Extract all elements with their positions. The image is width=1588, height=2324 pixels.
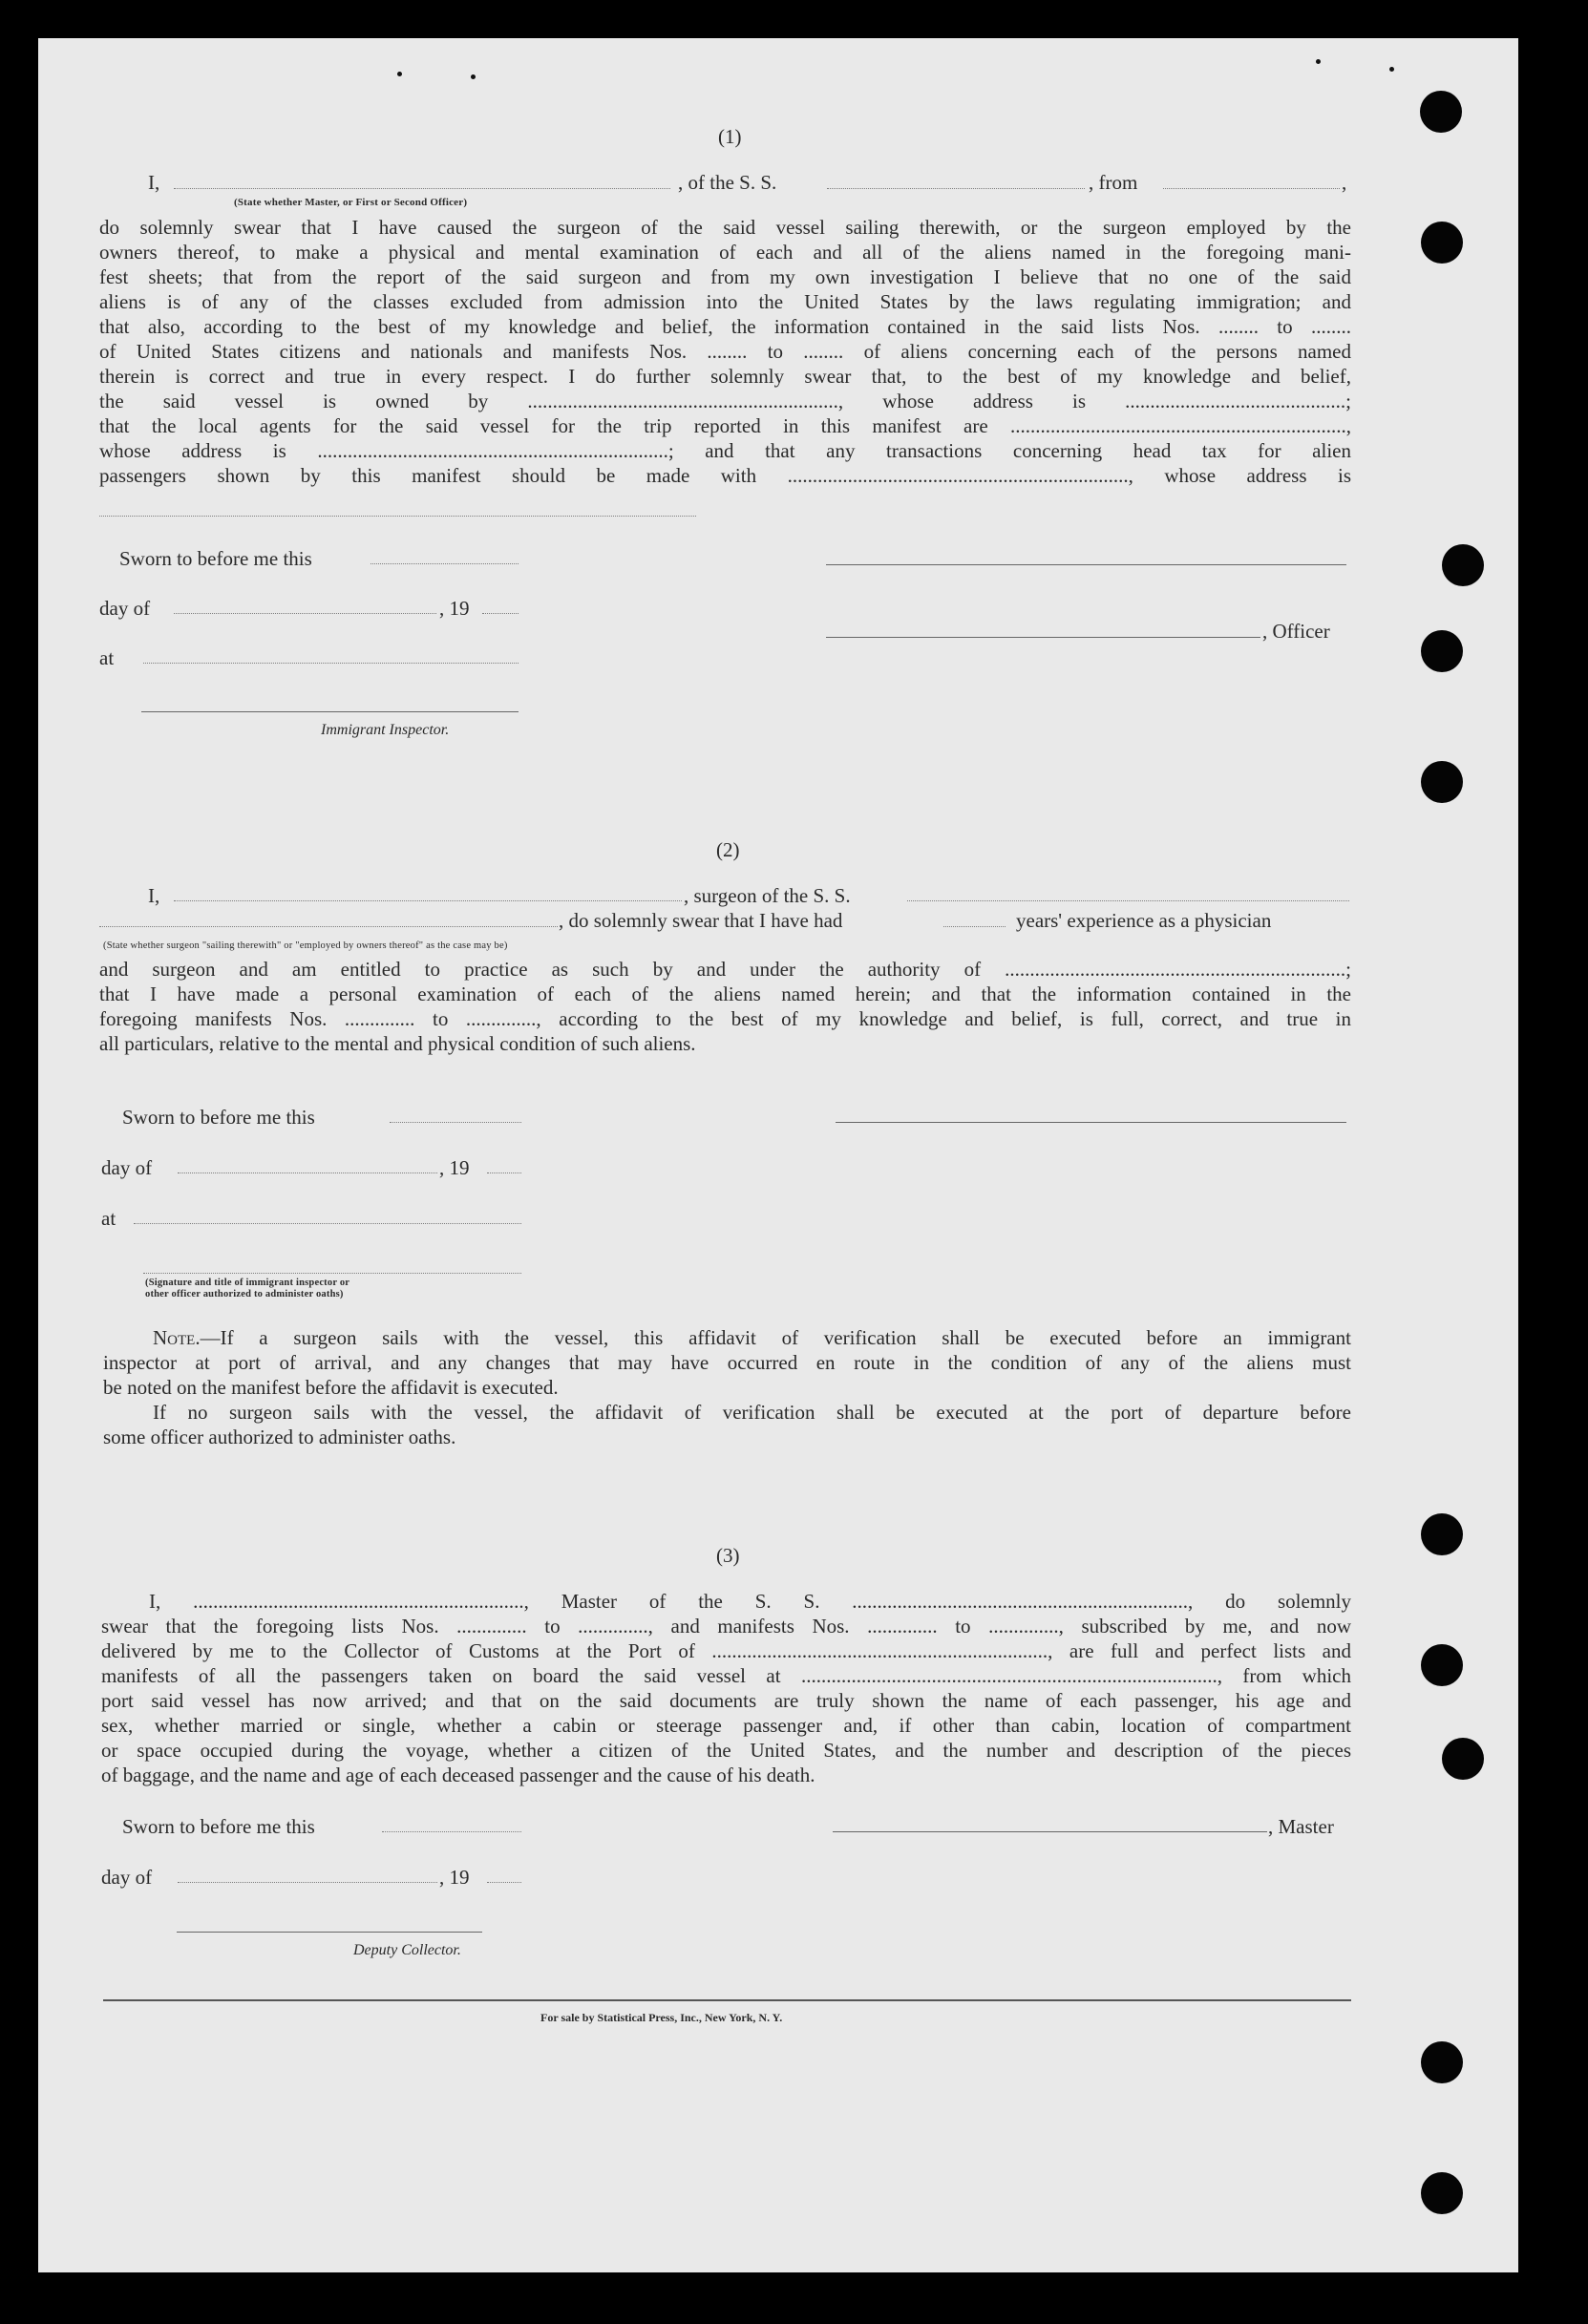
- oath-line: aliens is of any of the classes excluded from admission into the United States by the laws regulating immigration; and: [99, 290, 1351, 313]
- oath-line: delivered by me to the Collector of Customs at the Port of ..................................................................., are full and perfect lists and: [101, 1639, 1351, 1662]
- from-label: , from: [1089, 171, 1138, 194]
- oath-line: therein is correct and true in every respect. I do further solemnly swear that, to the best of my knowledge and belief,: [99, 365, 1351, 388]
- note-label: Note.: [153, 1326, 201, 1349]
- oath-line: sex, whether married or single, whether a cabin or steerage passenger and, if other than cabin, location of compartment: [101, 1714, 1351, 1737]
- vessel-label: , of the S. S.: [678, 171, 777, 194]
- vessel-name-field[interactable]: [827, 188, 1085, 189]
- year-field[interactable]: [487, 1882, 521, 1883]
- authorized-officer-caption-2: other officer authorized to administer oaths): [145, 1289, 344, 1299]
- punch-hole: [1421, 222, 1463, 264]
- punch-hole: [1421, 2172, 1463, 2214]
- oath-line: the said vessel is owned by .............................................................., whose address is ............................................;: [99, 390, 1351, 412]
- oath-line: manifests of all the passengers taken on board the said vessel at ..................................................................................., from which: [101, 1664, 1351, 1687]
- oath-line: swear that the foregoing lists Nos. .............. to .............., and manifests Nos. .............. to .............., subscribed by me, and now: [101, 1615, 1351, 1637]
- speck: [471, 74, 476, 79]
- note-line: be noted on the manifest before the affidavit is executed.: [103, 1376, 559, 1399]
- inspector-signature-line[interactable]: [141, 711, 519, 712]
- punch-hole: [1442, 544, 1484, 586]
- printer-footer: For sale by Statistical Press, Inc., New York, N. Y.: [540, 2011, 783, 2024]
- oath-line: I, .................................................................., Master of the S. S. ..................................................................., do solemnly: [149, 1590, 1351, 1613]
- oath-line: owners thereof, to make a physical and mental examination of each and all of the aliens named in the foregoing mani-: [99, 241, 1351, 264]
- oath-line: and surgeon and am entitled to practice as such by and under the authority of ....................................................................;: [99, 958, 1351, 981]
- line-end-comma: ,: [1342, 171, 1347, 194]
- years-experience-field[interactable]: [943, 926, 1006, 927]
- deputy-collector-signature-line[interactable]: [177, 1932, 482, 1933]
- at-place-field[interactable]: [143, 663, 519, 664]
- oath-line: or space occupied during the voyage, whether a citizen of the United States, and the number and description of the pieces: [101, 1739, 1351, 1762]
- oath-line: that also, according to the best of my knowledge and belief, the information contained in the said lists Nos. ........ to ........: [99, 315, 1351, 338]
- oath-line: do solemnly swear that I have caused the surgeon of the said vessel sailing therewith, or the surgeon employed by the: [99, 216, 1351, 239]
- sworn-label: Sworn to before me this: [119, 547, 312, 570]
- at-place-field[interactable]: [134, 1223, 521, 1224]
- deputy-collector-caption: Deputy Collector.: [353, 1942, 461, 1958]
- speck: [397, 72, 402, 76]
- surgeon-oath-label: , do solemnly swear that I have had: [559, 909, 843, 932]
- section-number: (3): [716, 1544, 740, 1567]
- oath-prefix: I,: [148, 171, 160, 194]
- departure-port-field[interactable]: [1163, 188, 1340, 189]
- address-continuation-field[interactable]: [99, 516, 696, 517]
- oath-line: passengers shown by this manifest should be made with ...................................................................., whose address is: [99, 464, 1351, 487]
- experience-label: years' experience as a physician: [1016, 909, 1272, 932]
- master-signature-line[interactable]: [833, 1831, 1267, 1832]
- oath-line: all particulars, relative to the mental and physical condition of such aliens.: [99, 1032, 696, 1055]
- punch-hole: [1421, 1644, 1463, 1686]
- note-line: some officer authorized to administer oaths.: [103, 1426, 456, 1448]
- at-label: at: [99, 646, 115, 669]
- officer-label: , Officer: [1262, 620, 1330, 643]
- surgeon-vessel-field[interactable]: [907, 900, 1349, 901]
- sworn-date-field[interactable]: [390, 1122, 521, 1123]
- oath-line: fest sheets; that from the report of the said surgeon and from my own investigation I believe that no one of the said: [99, 265, 1351, 288]
- sworn-date-field[interactable]: [371, 563, 519, 564]
- surgeon-vessel-label: , surgeon of the S. S.: [684, 884, 851, 907]
- year-label: , 19: [439, 1866, 470, 1889]
- year-label: , 19: [439, 597, 470, 620]
- authorized-officer-signature-line[interactable]: [143, 1273, 521, 1274]
- sworn-label: Sworn to before me this: [122, 1106, 315, 1129]
- punch-hole: [1421, 2041, 1463, 2083]
- master-label: , Master: [1268, 1815, 1334, 1838]
- day-of-label: day of: [99, 597, 151, 620]
- speck: [1316, 59, 1321, 64]
- officer-signature-line-2[interactable]: [826, 637, 1260, 638]
- oath-line: that I have made a personal examination of each of the aliens named herein; and that the information contained in the: [99, 982, 1351, 1005]
- section-number: (2): [716, 838, 740, 861]
- section2-oath-text: [99, 957, 1351, 1056]
- punch-hole: [1421, 761, 1463, 803]
- note-line: inspector at port of arrival, and any changes that may have occurred en route in the condition of any of the aliens must: [103, 1351, 1351, 1374]
- surgeon-status-field[interactable]: [99, 926, 558, 927]
- oath-line: of baggage, and the name and age of each deceased passenger and the cause of his death.: [101, 1764, 815, 1786]
- day-of-label: day of: [101, 1866, 153, 1889]
- section3-oath-text: [101, 1589, 1351, 1787]
- verification-note: [103, 1325, 1351, 1449]
- day-of-field[interactable]: [178, 1882, 437, 1883]
- oath-line: of United States citizens and nationals and manifests Nos. ........ to ........ of aliens concerning each of the persons named: [99, 340, 1351, 363]
- oath-line: foregoing manifests Nos. .............. to .............., according to the best of my knowledge and belief, is full, correct, and true in: [99, 1007, 1351, 1030]
- section1-oath-text: [99, 215, 1351, 488]
- officer-signature-line-1[interactable]: [826, 564, 1346, 565]
- oath-line: whose address is ......................................................................; and that any transactions concerning head tax for alien: [99, 439, 1351, 462]
- sworn-date-field[interactable]: [382, 1831, 521, 1832]
- year-label: , 19: [439, 1156, 470, 1179]
- oath-line: that the local agents for the said vessel for the trip reported in this manifest are ...................................................................,: [99, 414, 1351, 437]
- section-number: (1): [718, 125, 742, 148]
- surgeon-caption: (State whether surgeon "sailing therewith" or "employed by owners thereof" as the case may be): [103, 940, 508, 951]
- punch-hole: [1421, 1513, 1463, 1555]
- note-line: [103, 1325, 1351, 1350]
- officer-name-field[interactable]: [174, 188, 670, 189]
- year-field[interactable]: [482, 613, 519, 614]
- punch-hole: [1420, 91, 1462, 133]
- note-text: —If a surgeon sails with the vessel, this affidavit of verification shall be executed before an immigrant: [200, 1326, 1351, 1349]
- footer-rule: [103, 1999, 1351, 2001]
- officer-caption: (State whether Master, or First or Second Officer): [234, 197, 468, 208]
- inspector-caption: Immigrant Inspector.: [321, 722, 450, 738]
- punch-hole: [1442, 1738, 1484, 1780]
- speck: [1389, 67, 1394, 72]
- punch-hole: [1421, 630, 1463, 672]
- sworn-label: Sworn to before me this: [122, 1815, 315, 1838]
- note-line: If no surgeon sails with the vessel, the affidavit of verification shall be executed at the port of departure before: [153, 1401, 1351, 1424]
- oath-line: port said vessel has now arrived; and that on the said documents are truly shown the name of each passenger, his age and: [101, 1689, 1351, 1712]
- surgeon-signature-line[interactable]: [836, 1122, 1346, 1123]
- authorized-officer-caption-1: (Signature and title of immigrant inspector or: [145, 1278, 350, 1288]
- surgeon-name-field[interactable]: [174, 900, 682, 901]
- oath-prefix: I,: [148, 884, 160, 907]
- day-of-field[interactable]: [174, 613, 436, 614]
- day-of-label: day of: [101, 1156, 153, 1179]
- at-label: at: [101, 1207, 116, 1230]
